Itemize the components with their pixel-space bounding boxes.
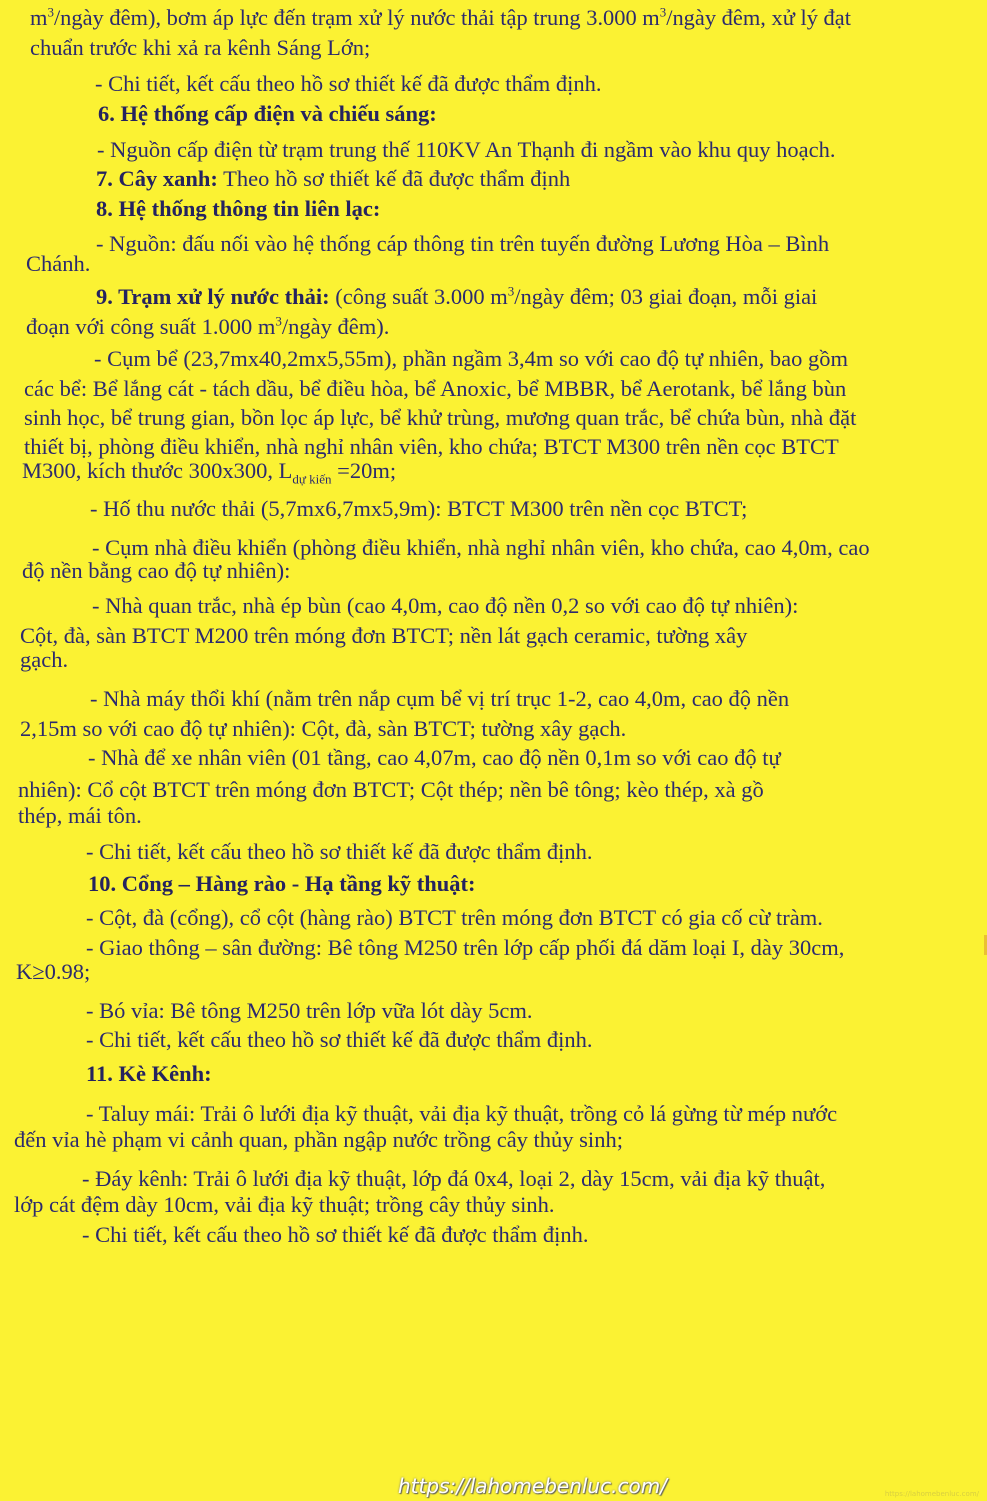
- heading-11: 11. Kè Kênh:: [86, 1061, 212, 1086]
- text-line-40: - Chi tiết, kết cấu theo hồ sơ thiết kế đã được thẩm định.: [82, 1222, 589, 1247]
- heading-8: 8. Hệ thống thông tin liên lạc:: [96, 196, 381, 221]
- text-line-33: - Bó vỉa: Bê tông M250 trên lớp vữa lót dày 5cm.: [86, 998, 533, 1023]
- text-line-11: đoạn với công suất 1.000 $m^3$/ngày đêm).: [26, 313, 390, 339]
- text-line-14: sinh học, bể trung gian, bồn lọc áp lực, bể khử trùng, mương quan trắc, bể chứa bùn, nhà đặt: [24, 405, 857, 430]
- text-line-16: M300, kích thước 300x300, $L_{dự kiến} =20m$;: [22, 458, 397, 487]
- text-line-37: đến vỉa hè phạm vi cảnh quan, phần ngập nước trồng cây thủy sinh;: [14, 1127, 623, 1152]
- heading-10: 10. Cổng – Hàng rào - Hạ tầng kỹ thuật:: [88, 871, 476, 896]
- text-line-36: - Taluy mái: Trải ô lưới địa kỹ thuật, vải địa kỹ thuật, trồng cỏ lá gừng từ mép nước: [86, 1101, 838, 1126]
- text-line-5: - Nguồn cấp điện từ trạm trung thế 110KV An Thạnh đi ngầm vào khu quy hoạch.: [97, 137, 836, 162]
- text-line-8: - Nguồn: đấu nối vào hệ thống cáp thông tin trên tuyến đường Lương Hòa – Bình: [96, 231, 830, 256]
- text-line-22: gạch.: [20, 647, 69, 672]
- text-line-38: - Đáy kênh: Trải ô lưới địa kỹ thuật, lớp đá 0x4, loại 2, dày 15cm, vải địa kỹ thuật,: [82, 1166, 826, 1191]
- text-line-27: thép, mái tôn.: [18, 803, 142, 828]
- text-line-1: $m^3$/ngày đêm), bơm áp lực đến trạm xử lý nước thải tập trung 3.000 $m^3$/ngày đêm, xử lý đạt: [30, 4, 851, 30]
- text-line-21: Cột, đà, sàn BTCT M200 trên móng đơn BTCT; nền lát gạch ceramic, tường xây: [20, 623, 748, 648]
- text-line-23: - Nhà máy thổi khí (nằm trên nắp cụm bể vị trí trục 1-2, cao 4,0m, cao độ nền: [90, 686, 790, 711]
- heading-9: 9. Trạm xử lý nước thải:: [96, 284, 330, 309]
- text-line-2: chuẩn trước khi xả ra kênh Sáng Lớn;: [30, 35, 371, 60]
- text-line-32: K≥0.98;: [16, 959, 91, 984]
- watermark-small: https://lahomebenluc.com/: [884, 1490, 979, 1498]
- text-line-18: - Cụm nhà điều khiển (phòng điều khiển, nhà nghỉ nhân viên, kho chứa, cao 4,0m, cao: [92, 535, 870, 560]
- text-line-31: - Giao thông – sân đường: Bê tông M250 trên lớp cấp phối đá dăm loại I, dày 30cm,: [86, 935, 845, 960]
- text-line-19: độ nền bằng cao độ tự nhiên):: [22, 558, 291, 583]
- text-line-17: - Hố thu nước thải (5,7mx6,7mx5,9m): BTCT M300 trên nền cọc BTCT;: [90, 496, 748, 521]
- text-line-13: các bể: Bể lắng cát - tách dầu, bể điều hòa, bể Anoxic, bể MBBR, bể Aerotank, bể lắng bùn: [24, 376, 847, 401]
- text-line-30: - Cột, đà (cổng), cổ cột (hàng rào) BTCT trên móng đơn BTCT có gia cố cừ tràm.: [86, 905, 823, 930]
- text-line-20: - Nhà quan trắc, nhà ép bùn (cao 4,0m, cao độ nền 0,2 so với cao độ tự nhiên):: [92, 593, 799, 618]
- heading-7: 7. Cây xanh:: [96, 166, 218, 191]
- heading-7-text: Theo hồ sơ thiết kế đã được thẩm định: [217, 166, 571, 191]
- heading-6: 6. Hệ thống cấp điện và chiếu sáng:: [98, 101, 437, 126]
- text-line-9: Chánh.: [26, 251, 91, 276]
- text-line-28: - Chi tiết, kết cấu theo hồ sơ thiết kế đã được thẩm định.: [86, 839, 593, 864]
- text-line-3: - Chi tiết, kết cấu theo hồ sơ thiết kế đã được thẩm định.: [95, 71, 602, 96]
- watermark-url: https://lahomebenluc.com/: [398, 1474, 667, 1498]
- text-line-24: 2,15m so với cao độ tự nhiên): Cột, đà, sàn BTCT; tường xây gạch.: [20, 716, 627, 741]
- text-line-12: - Cụm bể (23,7mx40,2mx5,55m), phần ngầm 3,4m so với cao độ tự nhiên, bao gồm: [94, 346, 849, 371]
- text-line-15: thiết bị, phòng điều khiển, nhà nghỉ nhân viên, kho chứa; BTCT M300 trên nền cọc BTCT: [24, 434, 839, 459]
- heading-9-line: 9. Trạm xử lý nước thải: (công suất 3.000 $m^3$/ngày đêm; 03 giai đoạn, mỗi giai: [96, 283, 818, 309]
- text-line-39: lớp cát đệm dày 10cm, vải địa kỹ thuật; trồng cây thủy sinh.: [14, 1192, 555, 1217]
- text-line-34: - Chi tiết, kết cấu theo hồ sơ thiết kế đã được thẩm định.: [86, 1027, 593, 1052]
- text-line-25: - Nhà để xe nhân viên (01 tầng, cao 4,07m, cao độ nền 0,1m so với cao độ tự: [88, 745, 781, 770]
- heading-7-line: [96, 165, 570, 193]
- text-line-26: nhiên): Cổ cột BTCT trên móng đơn BTCT; Cột thép; nền bê tông; kèo thép, xà gồ: [18, 777, 764, 802]
